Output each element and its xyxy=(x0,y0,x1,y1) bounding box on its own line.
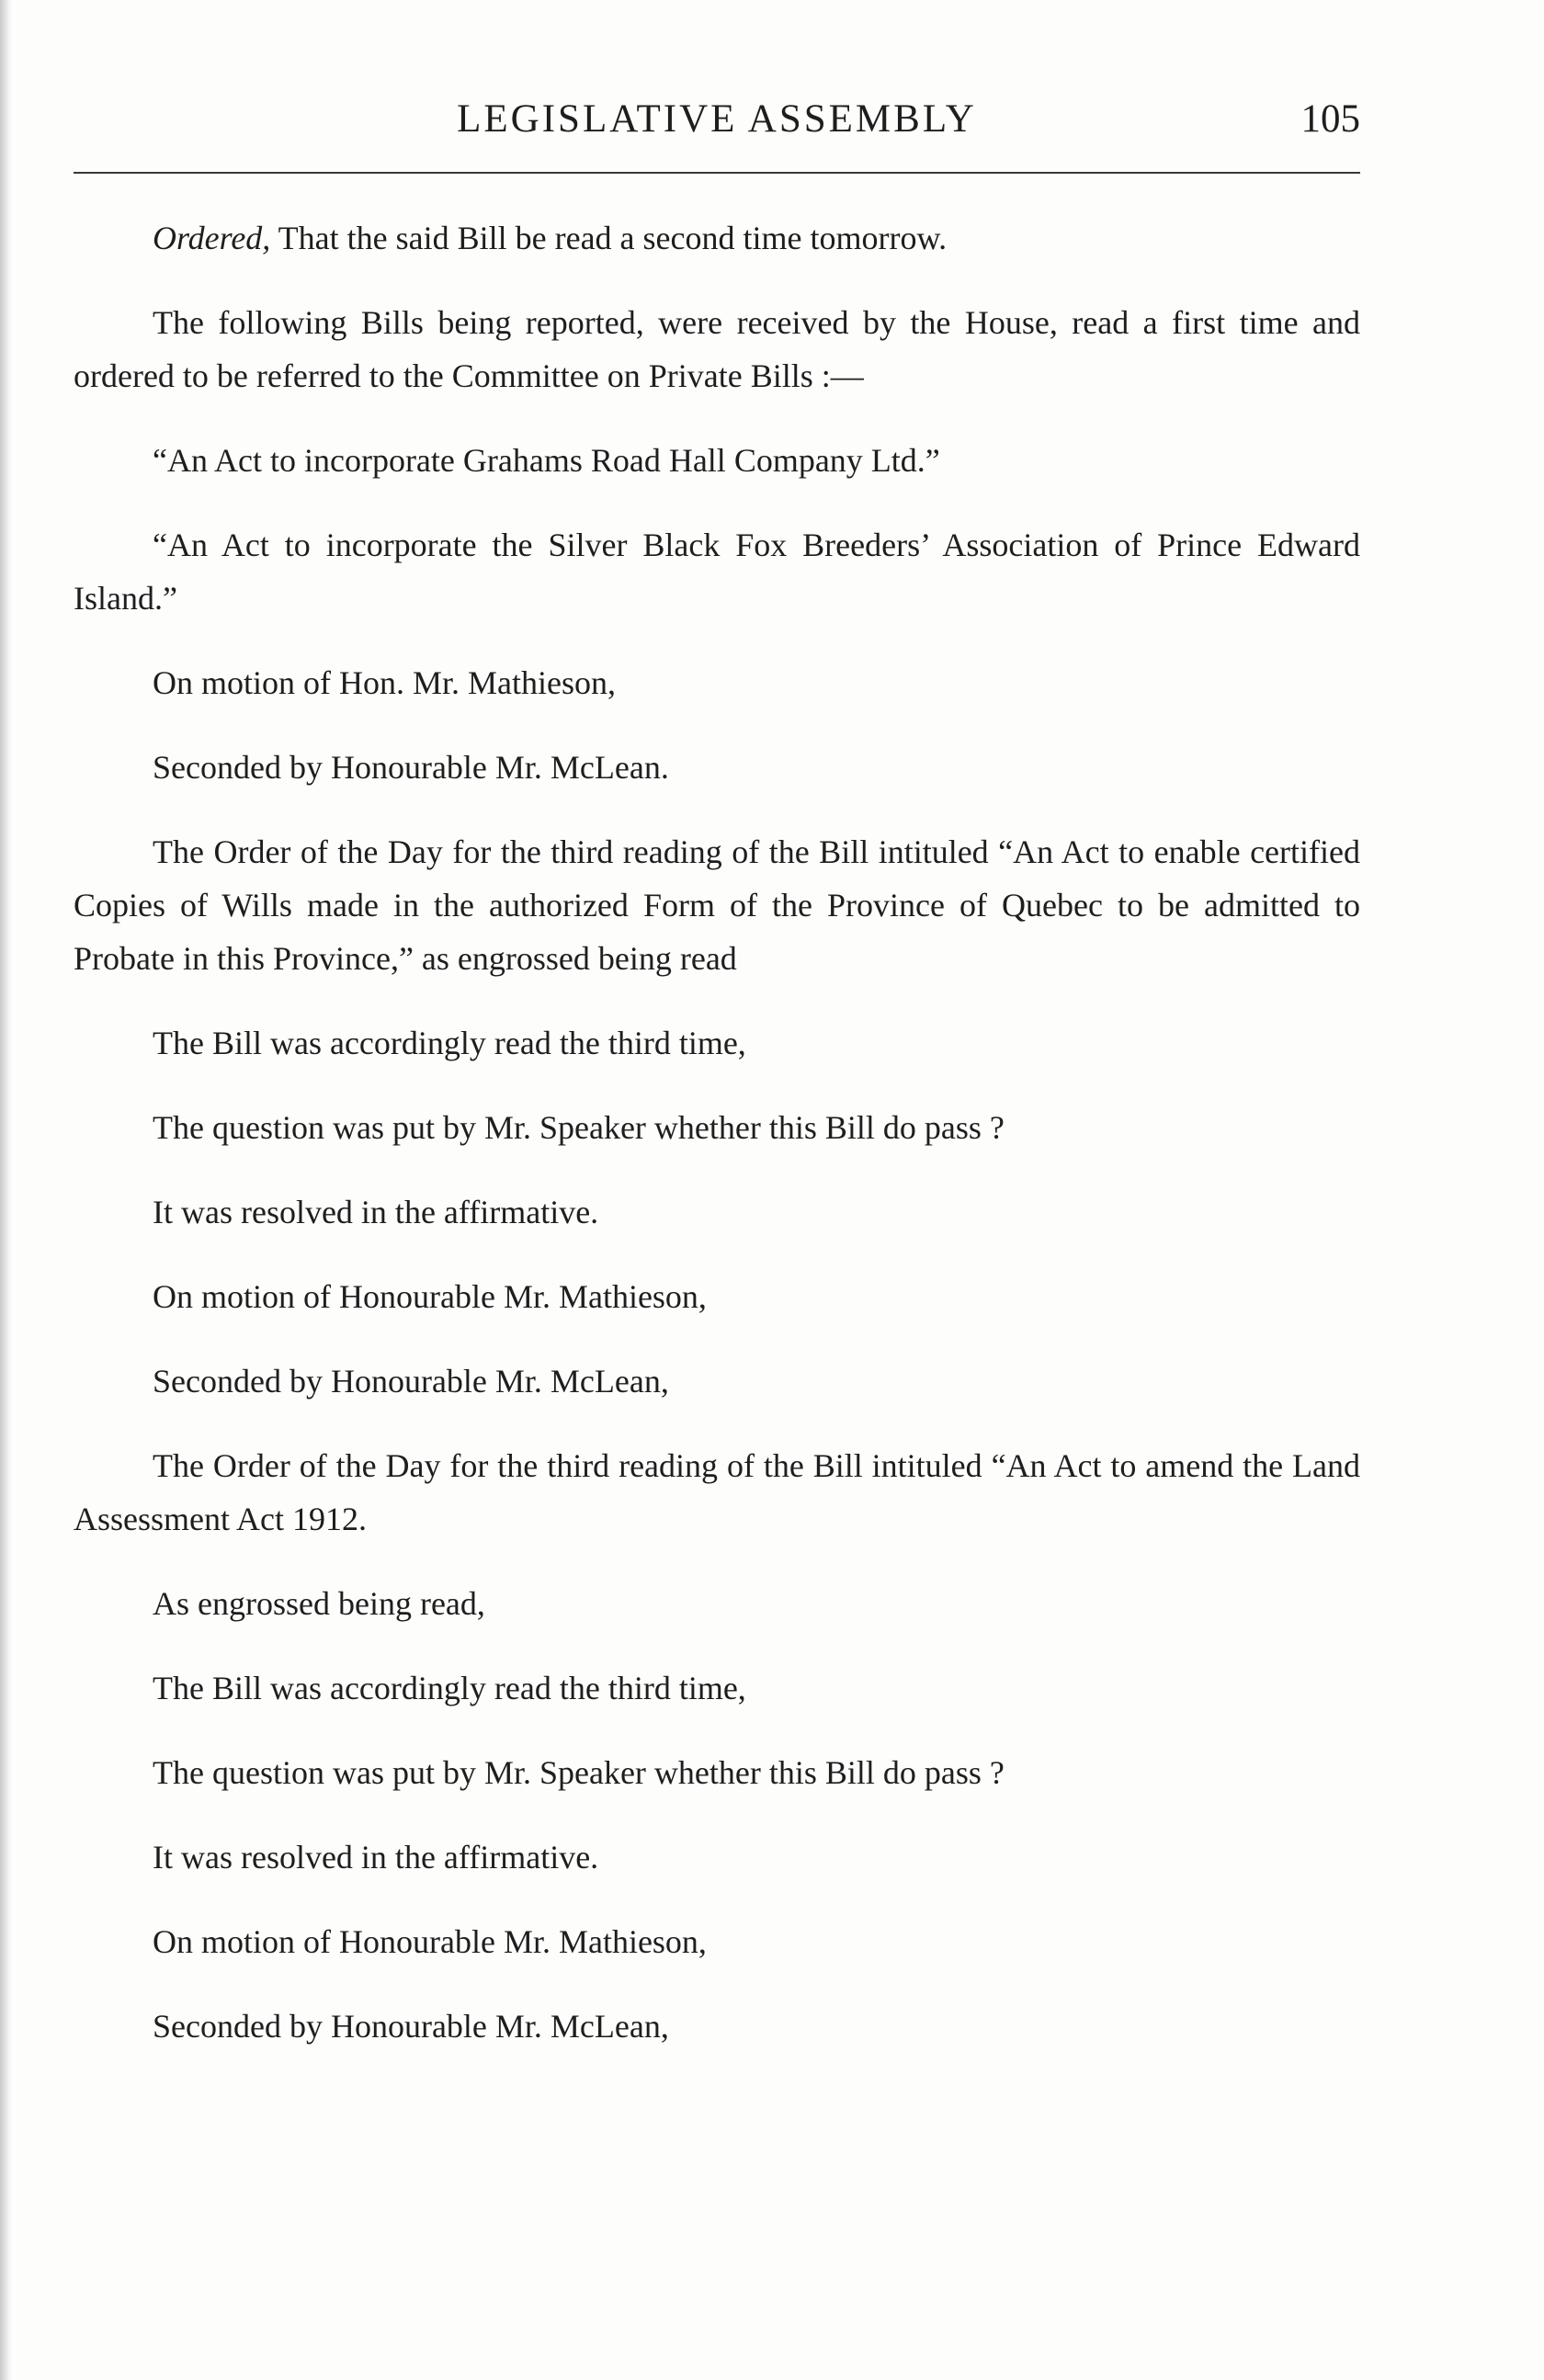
paragraph-third-reading: The Bill was accordingly read the third time, xyxy=(153,1670,746,1706)
paragraph-order-of-day: The Order of the Day for the third reading of the Bill intituled “An Act to amend the Land Assessment Act 1912. xyxy=(74,1447,1360,1537)
paragraph-act-silver-fox: “An Act to incorporate the Silver Black Fox Breeders’ Association of Prince Edward Island.” xyxy=(74,527,1360,617)
paragraph-resolved: It was resolved in the affirmative. xyxy=(153,1839,599,1876)
paragraph-ordered xyxy=(74,211,1360,265)
paragraph-third-reading: The Bill was accordingly read the third time, xyxy=(153,1025,746,1061)
paragraph-motion: On motion of Honourable Mr. Mathieson, xyxy=(153,1923,707,1960)
paragraph-order-of-day: The Order of the Day for the third reading of the Bill intituled “An Act to enable certified Copies of Wills made in the authorized Form of the Province of Quebec to be admitted to Probate in this Province,” as engrossed being read xyxy=(74,833,1360,977)
paragraph-act-grahams-road: “An Act to incorporate Grahams Road Hall Company Ltd.” xyxy=(153,442,940,479)
paragraph-seconded: Seconded by Honourable Mr. McLean, xyxy=(153,2008,669,2045)
ordered-lead: Ordered, xyxy=(153,220,271,256)
paragraph-motion: On motion of Honourable Mr. Mathieson, xyxy=(153,1278,707,1315)
page-number: 105 xyxy=(1300,97,1360,141)
ordered-text: That the said Bill be read a second time tomorrow. xyxy=(270,220,948,256)
paragraph-seconded: Seconded by Honourable Mr. McLean, xyxy=(153,1363,669,1400)
paragraph-question: The question was put by Mr. Speaker whether this Bill do pass ? xyxy=(153,1754,1005,1791)
paragraph-engrossed: As engrossed being read, xyxy=(153,1585,485,1622)
body-text xyxy=(74,211,1360,2084)
paragraph-resolved: It was resolved in the affirmative. xyxy=(153,1194,599,1230)
running-header xyxy=(74,92,1360,147)
header-rule xyxy=(74,172,1360,174)
paragraph-question: The question was put by Mr. Speaker whether this Bill do pass ? xyxy=(153,1109,1005,1146)
paragraph-motion: On motion of Hon. Mr. Mathieson, xyxy=(153,664,616,701)
paragraph-bills-reported: The following Bills being reported, were received by the House, read a first time and ordered to be referred to the Committee on Private Bills :— xyxy=(74,304,1360,394)
paragraph-seconded: Seconded by Honourable Mr. McLean. xyxy=(153,749,669,786)
page-left-edge-shadow xyxy=(0,0,13,2380)
running-title: LEGISLATIVE ASSEMBLY xyxy=(457,97,977,141)
